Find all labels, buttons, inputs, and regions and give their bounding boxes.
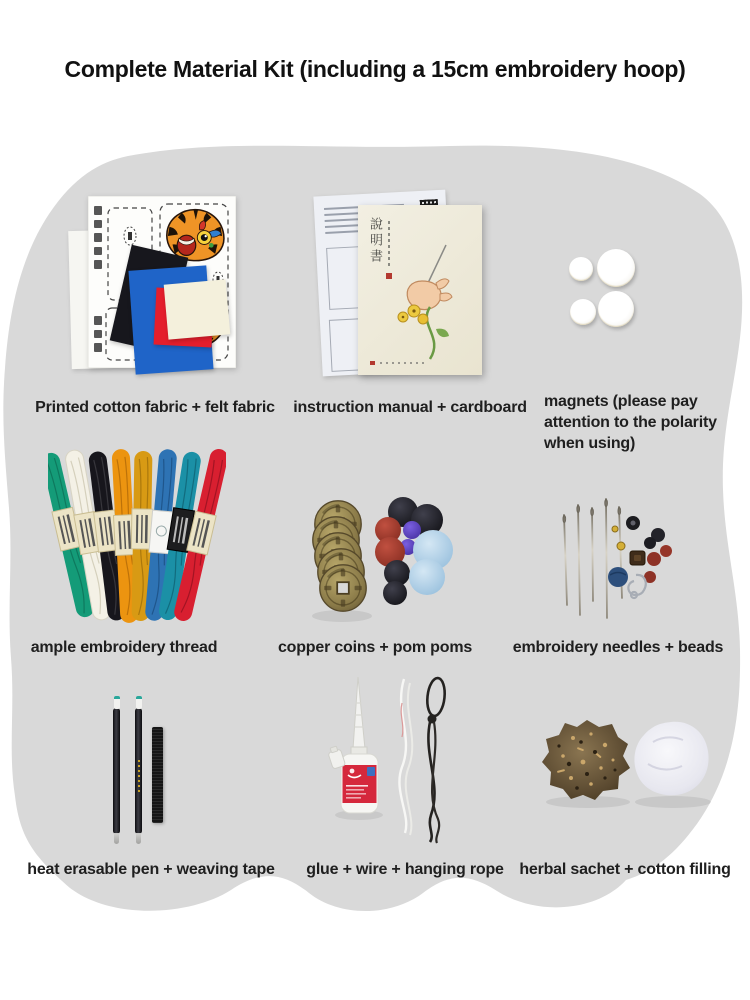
glue-wire-rope-photo [318,663,493,853]
lobster-clasp [628,575,645,598]
tiger-print-top [167,210,224,261]
page-title: Complete Material Kit (including a 15cm embroidery hoop) [64,56,686,82]
magnet-large-2 [598,291,634,327]
thread-label: ample embroidery thread [30,639,218,656]
booklet-footer-mark [370,361,375,365]
heat-erasable-pen-1 [113,708,120,834]
magnet-small-1 [569,257,593,281]
needles-label: embroidery needles + beads [512,639,724,656]
instruction-booklet [358,205,482,375]
weaving-tape [152,727,163,823]
pens-tape-photo [95,690,225,850]
magnets-photo [543,233,718,358]
glue-cap [327,745,346,769]
fabric-photo [70,188,285,380]
fabric-label: Printed cotton fabric + felt fabric [35,399,275,416]
felt-cream [164,279,231,339]
magnets-label: magnets (please pay attention to the polarity when using) [544,393,717,452]
glue-bottle [327,677,383,820]
magnet-large-1 [597,249,635,287]
coins-label: copper coins + pom poms [277,639,473,656]
thread-skeins [48,447,226,624]
white-wire [399,679,412,835]
manual-photo [318,183,498,385]
embroidery-needles [564,499,622,618]
pen-gold-text [138,760,140,794]
booklet-footer-dots [380,362,424,364]
pen-label: heat erasable pen + weaving tape [27,861,275,878]
booklet-illustration [390,241,476,367]
cotton-filling [634,722,708,796]
coins-pompoms-photo [298,494,466,630]
booklet-title: 說明書 [367,217,382,265]
pom-poms [375,497,453,605]
copper-coin-stack [313,501,366,611]
manual-label: instruction manual + cardboard [293,399,527,416]
herbal-sachet [542,720,630,800]
hanging-rope [426,677,447,843]
needles-beads-photo [552,493,742,628]
thread-photo [48,438,226,636]
glue-label: glue + wire + hanging rope [306,861,504,878]
sachet-label: herbal sachet + cotton filling [519,861,731,878]
magnet-small-2 [570,299,596,325]
heat-erasable-pen-2 [135,708,142,834]
sachet-cotton-photo [533,712,723,814]
